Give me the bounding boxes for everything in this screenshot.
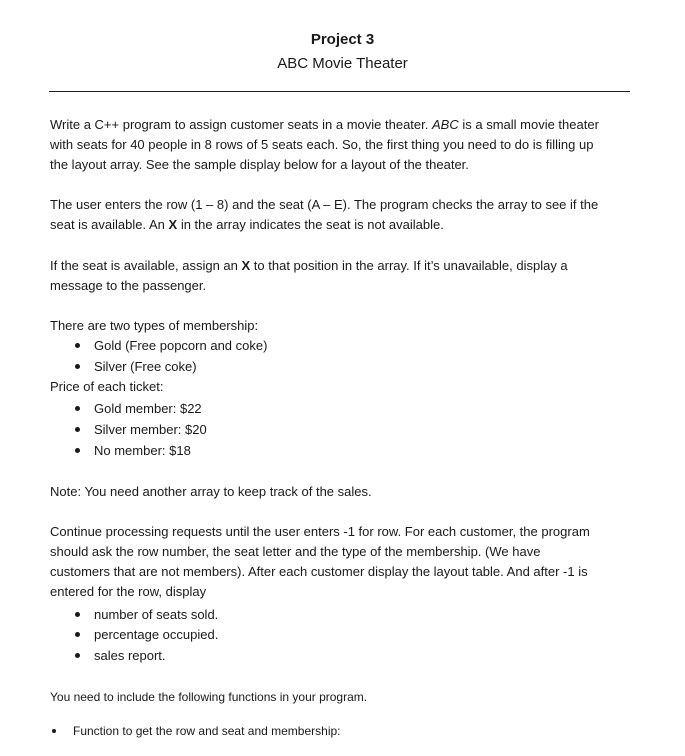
x-marker-bold: X	[241, 258, 251, 273]
list-item-text: Silver member: $20	[94, 422, 207, 437]
bullet-icon	[75, 427, 80, 432]
functions-list-item	[52, 721, 341, 741]
list-item-text: Gold member: $22	[94, 401, 202, 416]
price-list-item	[75, 441, 191, 461]
bullet-icon	[75, 448, 80, 453]
price-list-item	[75, 420, 207, 440]
page-title: Project 3	[310, 31, 375, 48]
bullet-icon	[52, 729, 56, 733]
list-item-text: Gold (Free popcorn and coke)	[94, 338, 268, 353]
prices-heading: Price of each ticket:	[50, 379, 164, 394]
intro-abc-italic: ABC	[432, 117, 459, 132]
availability-line-1	[50, 256, 568, 276]
list-item-text: Silver (Free coke)	[94, 359, 197, 374]
membership-list-item	[75, 336, 267, 356]
bullet-icon	[75, 343, 80, 348]
processing-list-item	[75, 625, 218, 645]
user-input-line-1: The user enters the row (1 – 8) and the seat (A – E). The program checks the array to see if the	[50, 197, 599, 212]
availability-text: to that position in the array. If it’s unavailable, display a	[250, 258, 568, 273]
user-input-text: in the array indicates the seat is not available.	[177, 217, 444, 232]
intro-text: Write a C++ program to assign customer seats in a movie theater.	[50, 117, 432, 132]
user-input-text: seat is available. An	[50, 217, 169, 232]
price-list-item	[75, 399, 202, 419]
bullet-icon	[75, 653, 80, 658]
bullet-icon	[75, 406, 80, 411]
processing-list-item	[75, 646, 166, 666]
list-item-text: No member: $18	[94, 443, 191, 458]
bullet-icon	[75, 612, 80, 617]
intro-line-1	[50, 115, 599, 135]
user-input-line-2	[50, 215, 444, 235]
processing-line-3: customers that are not members). After each customer display the layout table. And after -1 is	[50, 564, 588, 579]
x-marker-bold: X	[168, 217, 178, 232]
list-item-text: Function to get the row and seat and membership:	[73, 724, 341, 738]
list-item-text: number of seats sold.	[94, 607, 219, 622]
page-subtitle: ABC Movie Theater	[277, 55, 408, 72]
availability-text: If the seat is available, assign an	[50, 258, 242, 273]
bullet-icon	[75, 632, 80, 637]
horizontal-divider	[49, 91, 630, 92]
processing-line-2: should ask the row number, the seat letter and the type of the membership. (We have	[50, 544, 541, 559]
intro-line-2: with seats for 40 people in 8 rows of 5 seats each. So, the first thing you need to do is filling up	[50, 137, 594, 152]
membership-heading: There are two types of membership:	[50, 318, 259, 333]
availability-line-2: message to the passenger.	[50, 278, 207, 293]
bullet-icon	[75, 364, 80, 369]
membership-list-item	[75, 357, 197, 377]
intro-text: is a small movie theater	[458, 117, 599, 132]
processing-list-item	[75, 605, 218, 625]
intro-line-3: the layout array. See the sample display below for a layout of the theater.	[50, 157, 469, 172]
processing-line-4: entered for the row, display	[50, 584, 207, 599]
functions-intro: You need to include the following functions in your program.	[50, 690, 368, 704]
list-item-text: percentage occupied.	[94, 627, 219, 642]
note-line: Note: You need another array to keep track of the sales.	[50, 484, 372, 499]
processing-line-1: Continue processing requests until the user enters -1 for row. For each customer, the program	[50, 524, 590, 539]
list-item-text: sales report.	[94, 648, 166, 663]
